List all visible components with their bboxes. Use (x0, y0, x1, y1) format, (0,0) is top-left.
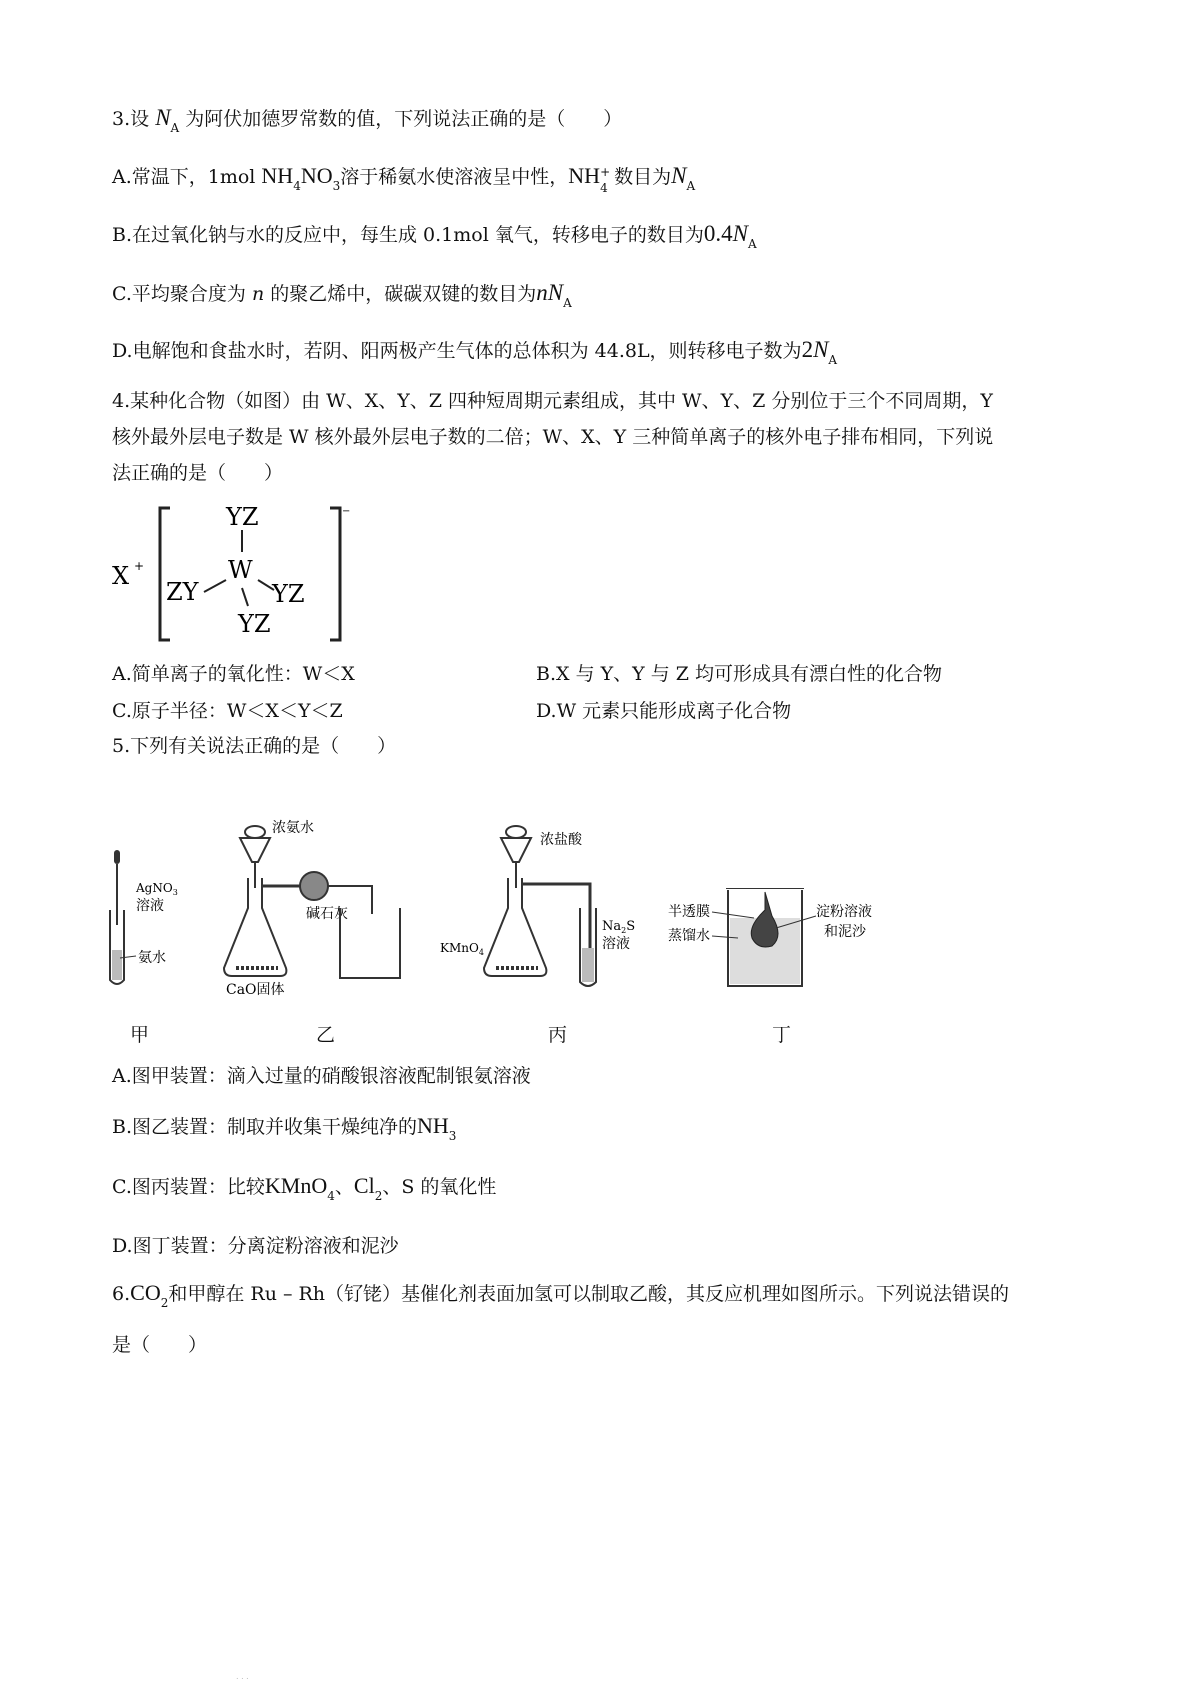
apparatus-bing (440, 818, 650, 998)
label-conc-hcl: 浓盐酸 (540, 832, 582, 848)
gas-jar (340, 908, 400, 978)
q6-stem-line2: 是（ ） (112, 1334, 208, 1356)
structure-top-group: YZ (226, 503, 259, 531)
structure-right-group: YZ (272, 580, 305, 608)
apparatus-jia (108, 840, 208, 990)
q4-stem-line2: 核外最外层电子数是 W 核外最外层电子数的二倍；W、X、Y 三种简单离子的核外电子排布相同，下列说 (112, 426, 994, 448)
left-bracket (160, 508, 170, 640)
caption-jia: 甲 (130, 1024, 150, 1046)
structure-center: W (228, 556, 253, 584)
q4-option-a: A.简单离子的氧化性：W＜X (112, 663, 355, 685)
pointer-ammonia (120, 956, 136, 958)
label-na2s: $Na_2S$ (602, 919, 636, 935)
conical-flask (484, 878, 546, 976)
caption-bing: 丙 (548, 1024, 568, 1046)
q5-option-b: B.图乙装置：制取并收集干燥纯净的$NH_3$ (112, 1113, 457, 1143)
structure-cation: X (112, 562, 130, 590)
q6-stem-line1: $6.CO_2$和甲醇在 Ru – Rh（钌铑）基催化剂表面加氢可以制取乙酸，其反应机理如图所示。下列说法错误的 (112, 1280, 1010, 1310)
q3-stem: 3.设 $N_A$ 为阿伏加德罗常数的值，下列说法正确的是（ ） (112, 105, 623, 135)
q5-option-c: C.图丙装置：比较KMnO$_4$、$Cl_2$、S 的氧化性 (112, 1173, 497, 1203)
q4-structure-diagram (112, 500, 382, 650)
footer-mark: . . . (236, 1672, 249, 1681)
anion-charge: − (342, 506, 351, 517)
bond-left (204, 580, 226, 592)
label-soda-lime: 碱石灰 (306, 906, 348, 922)
q3-option-d: D.电解饱和食盐水时，若阴、阳两极产生气体的总体积为 44.8L，则转移电子数为$2N_A$ (112, 337, 838, 367)
structure-left-group: ZY (166, 578, 199, 606)
label-membrane: 半透膜 (668, 904, 710, 920)
q4-stem-line1: 4.某种化合物（如图）由 W、X、Y、Z 四种短周期元素组成，其中 W、Y、Z 分别位于三个不同周期，Y (112, 390, 993, 412)
q3-option-c: C.平均聚合度为 n 的聚乙烯中，碳碳双键的数目为$nN_A$ (112, 280, 572, 310)
label-kmno4: KMnO$_4$ (440, 941, 484, 957)
label-ammonia: 氨水 (138, 950, 166, 966)
conical-flask (224, 878, 286, 976)
na2s-liquid (582, 948, 594, 982)
q5-option-a: A.图甲装置：滴入过量的硝酸银溶液配制银氨溶液 (112, 1065, 531, 1087)
q5-option-d: D.图丁装置：分离淀粉溶液和泥沙 (112, 1235, 399, 1257)
bond-bottom (242, 588, 248, 606)
q4-option-c: C.原子半径：W＜X＜Y＜Z (112, 700, 343, 722)
label-na2s-solution: 溶液 (602, 936, 630, 952)
caption-ding: 丁 (772, 1024, 792, 1046)
apparatus-ding (668, 888, 898, 998)
label-distilled-water: 蒸馏水 (668, 928, 710, 944)
q4-option-b: B.X 与 Y、Y 与 Z 均可形成具有漂白性的化合物 (536, 663, 943, 685)
label-solution: 溶液 (136, 898, 164, 914)
drying-bulb (300, 872, 328, 900)
q3-option-a: A.常温下，1mol $NH_4NO_3$溶于稀氨水使溶液呈中性，NH + 4 数目为$N_A$ (112, 163, 696, 195)
dropper-bulb (114, 850, 120, 864)
dropping-funnel (240, 838, 270, 862)
q4-option-d: D.W 元素只能形成离子化合物 (536, 700, 792, 722)
label-starch-solution: 淀粉溶液 (816, 904, 872, 920)
right-bracket (330, 508, 340, 640)
label-cao: CaO固体 (226, 982, 285, 998)
funnel-stopper (506, 826, 526, 838)
funnel-stopper (245, 826, 265, 838)
apparatus-yi (222, 818, 462, 998)
caption-yi: 乙 (316, 1024, 336, 1046)
pointer-membrane (712, 912, 754, 918)
label-conc-ammonia: 浓氨水 (272, 820, 314, 836)
q4-stem-line3: 法正确的是（ ） (112, 462, 284, 484)
structure-bottom-group: YZ (238, 610, 271, 638)
dropping-funnel (501, 838, 531, 862)
q3-option-b: B.在过氧化钠与水的反应中，每生成 0.1mol 氧气，转移电子的数目为$0.4N_A$ (112, 221, 757, 251)
ammonia-liquid (112, 950, 122, 980)
label-sand: 和泥沙 (824, 924, 866, 940)
structure-cation-charge: + (134, 559, 145, 573)
label-agno3: AgNO$_3$ (136, 881, 178, 897)
q5-stem: 5.下列有关说法正确的是（ ） (112, 735, 397, 757)
